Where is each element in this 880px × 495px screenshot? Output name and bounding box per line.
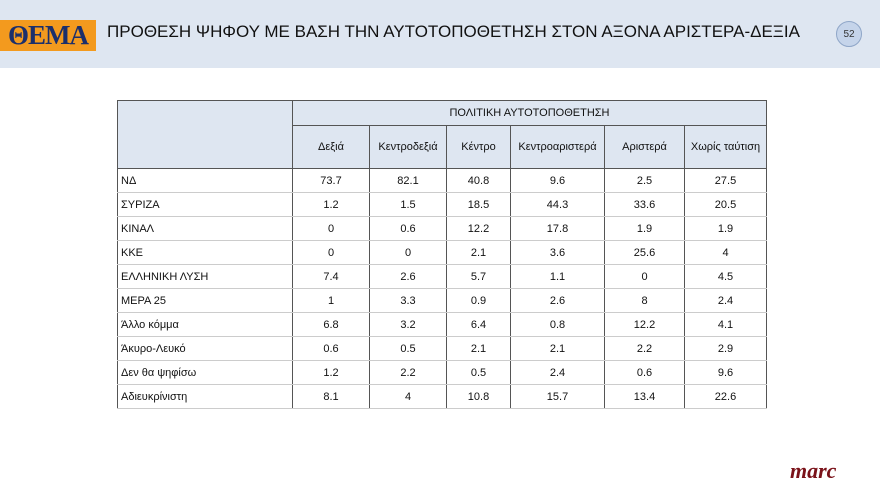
value-cell: 2.2 [370,361,447,385]
value-cell: 12.2 [447,217,511,241]
value-cell: 1.2 [293,361,370,385]
table-row [118,265,767,289]
table-row [118,193,767,217]
value-cell: 1.9 [605,217,685,241]
row-label: Αδιευκρίνιστη [118,385,293,409]
value-cell: 1.2 [293,193,370,217]
value-cell: 13.4 [605,385,685,409]
value-cell: 0 [293,241,370,265]
value-cell: 7.4 [293,265,370,289]
value-cell: 0.6 [605,361,685,385]
value-cell: 17.8 [511,217,605,241]
slide-title: ΠΡΟΘΕΣΗ ΨΗΦΟΥ ΜΕ ΒΑΣΗ ΤΗΝ ΑΥΤΟΤΟΠΟΘΕΤΗΣΗ ΣΤΟΝ ΑΞΟΝΑ ΑΡΙΣΤΕΡΑ-ΔΕΞΙΑ [107,22,800,41]
value-cell: 25.6 [605,241,685,265]
value-cell: 18.5 [447,193,511,217]
table-row [118,217,767,241]
value-cell: 12.2 [605,313,685,337]
column-header: Κεντροδεξιά [370,126,447,169]
table-row [118,337,767,361]
group-header: ΠΟΛΙΤΙΚΗ ΑΥΤΟΤΟΠΟΘΕΤΗΣΗ [293,101,767,126]
table-row [118,313,767,337]
value-cell: 4 [685,241,767,265]
table-row [118,385,767,409]
header-band [0,0,880,68]
row-label: ΕΛΛΗΝΙΚΗ ΛΥΣΗ [118,265,293,289]
value-cell: 0.9 [447,289,511,313]
value-cell: 8.1 [293,385,370,409]
value-cell: 10.8 [447,385,511,409]
value-cell: 0.8 [511,313,605,337]
value-cell: 27.5 [685,169,767,193]
value-cell: 4.5 [685,265,767,289]
value-cell: 3.2 [370,313,447,337]
value-cell: 33.6 [605,193,685,217]
value-cell: 2.1 [447,337,511,361]
value-cell: 2.4 [511,361,605,385]
corner-cell [118,101,293,169]
page-number: 52 [836,21,862,47]
row-label: ΝΔ [118,169,293,193]
value-cell: 5.7 [447,265,511,289]
value-cell: 6.8 [293,313,370,337]
value-cell: 0.5 [370,337,447,361]
value-cell: 2.1 [511,337,605,361]
column-header: Δεξιά [293,126,370,169]
value-cell: 15.7 [511,385,605,409]
value-cell: 2.1 [447,241,511,265]
row-label: ΜΕΡΑ 25 [118,289,293,313]
row-label: Άκυρο-Λευκό [118,337,293,361]
value-cell: 2.6 [511,289,605,313]
value-cell: 0 [293,217,370,241]
value-cell: 44.3 [511,193,605,217]
logo-text: ΘΕΜΑ [8,20,88,50]
value-cell: 3.3 [370,289,447,313]
column-header: Χωρίς ταύτιση [685,126,767,169]
table-row [118,241,767,265]
value-cell: 0 [370,241,447,265]
table-row [118,169,767,193]
value-cell: 2.6 [370,265,447,289]
row-label: ΚΚΕ [118,241,293,265]
value-cell: 2.4 [685,289,767,313]
value-cell: 1.9 [685,217,767,241]
column-header: Κέντρο [447,126,511,169]
value-cell: 4.1 [685,313,767,337]
value-cell: 40.8 [447,169,511,193]
protothema-logo [0,20,96,51]
value-cell: 1.5 [370,193,447,217]
row-label: ΣΥΡΙΖΑ [118,193,293,217]
row-label: Άλλο κόμμα [118,313,293,337]
results-table [117,100,767,409]
value-cell: 9.6 [685,361,767,385]
value-cell: 1.1 [511,265,605,289]
value-cell: 1 [293,289,370,313]
value-cell: 6.4 [447,313,511,337]
value-cell: 0.6 [370,217,447,241]
marc-logo: marc [790,458,837,483]
value-cell: 2.5 [605,169,685,193]
value-cell: 22.6 [685,385,767,409]
value-cell: 73.7 [293,169,370,193]
value-cell: 20.5 [685,193,767,217]
value-cell: 8 [605,289,685,313]
row-label: Δεν θα ψηφίσω [118,361,293,385]
row-label: ΚΙΝΑΛ [118,217,293,241]
value-cell: 2.9 [685,337,767,361]
table-row [118,361,767,385]
value-cell: 3.6 [511,241,605,265]
value-cell: 0.5 [447,361,511,385]
column-header: Αριστερά [605,126,685,169]
column-header: Κεντροαριστερά [511,126,605,169]
value-cell: 82.1 [370,169,447,193]
value-cell: 2.2 [605,337,685,361]
value-cell: 4 [370,385,447,409]
value-cell: 0.6 [293,337,370,361]
value-cell: 0 [605,265,685,289]
value-cell: 9.6 [511,169,605,193]
table-row [118,289,767,313]
